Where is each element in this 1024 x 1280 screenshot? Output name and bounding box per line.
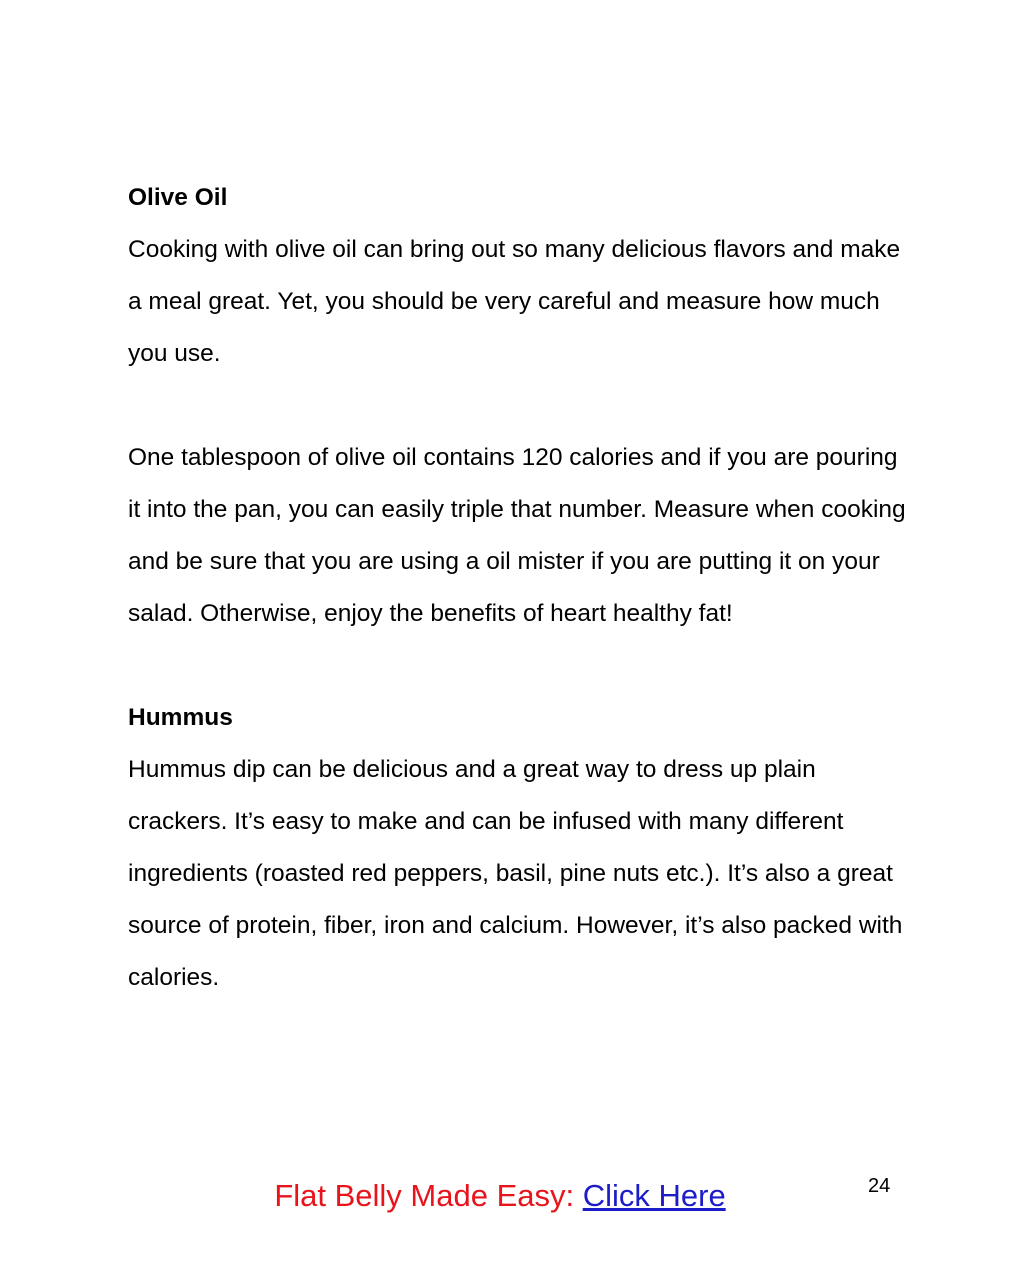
- hummus-paragraph-1: Hummus dip can be delicious and a great way to dress up plain crackers. It’s easy to make and can be infused with many different ingredients (roasted red peppers, basil, pine nuts etc.). It’s also a great source of protein, fiber, iron and calcium. However, it’s also packed with calories.: [128, 756, 903, 991]
- click-here-link[interactable]: Click Here: [582, 1178, 726, 1213]
- footer-promo: [0, 1170, 1000, 1222]
- footer-label: Flat Belly Made Easy:: [274, 1178, 583, 1213]
- page-content: [128, 172, 908, 1004]
- page-number: 24: [868, 1175, 891, 1197]
- section-heading-hummus: Hummus: [128, 704, 233, 731]
- olive-oil-paragraph-2: One tablespoon of olive oil contains 120 calories and if you are pouring it into the pan, you can easily triple that number. Measure when cooking and be sure that you are using a oil mister if you are putting it on your salad. Otherwise, enjoy the benefits of heart healthy fat!: [128, 444, 906, 627]
- paragraph-spacer: [128, 640, 908, 692]
- section-heading-olive-oil: Olive Oil: [128, 184, 228, 211]
- olive-oil-paragraph-1: Cooking with olive oil can bring out so many delicious flavors and make a meal great. Yet, you should be very careful and measure how much you use.: [128, 236, 901, 367]
- paragraph-spacer: [128, 380, 908, 432]
